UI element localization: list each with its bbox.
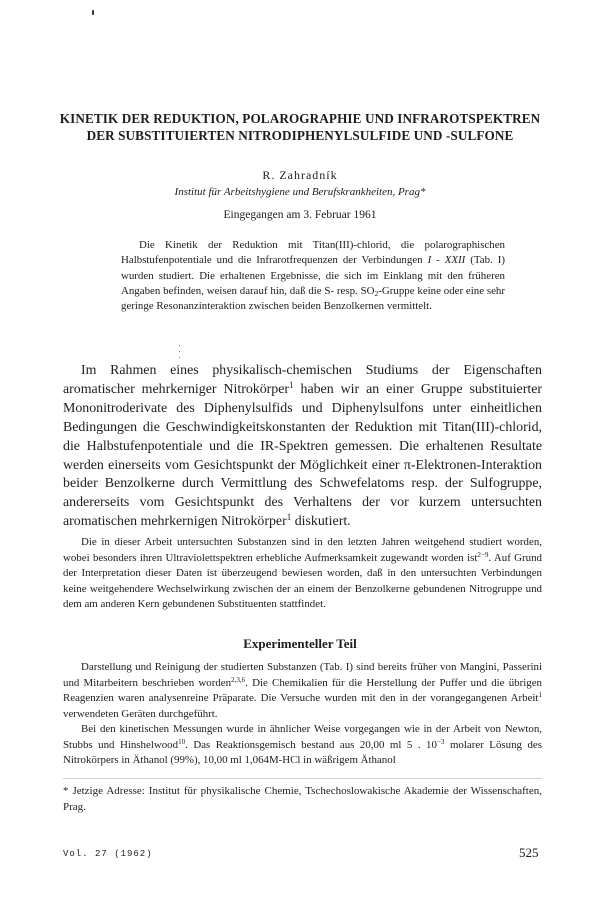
scan-dot <box>179 351 180 352</box>
abstract-text-2: (Tab. I) wurden studiert. Die erhaltenen Ergebnisse, die sich im Einklang mit den früheren Angaben befinden, weisen darauf hin, daß die S- resp. SO <box>121 254 505 297</box>
received-date: Eingegangen am 3. Februar 1961 <box>223 209 377 221</box>
intro-ref-1: 1 <box>289 379 294 390</box>
exp1-text-3: verwendeten Geräten durchgeführt. <box>63 707 218 720</box>
scan-dot <box>179 357 180 358</box>
title-line-1: KINETIK DER REDUKTION, POLAROGRAPHIE UND INFRAROTSPEKTREN <box>59 111 541 126</box>
intro-text-1: Im Rahmen eines physikalisch-chemischen Studiums der Eigenschaften aromatischer mehrkerniger Nitrokörper <box>63 363 542 397</box>
exp2-text-2: . Das Reaktionsgemisch bestand aus 20,00 ml 5 . 10 <box>185 738 437 751</box>
exp2-exponent: −3 <box>436 737 445 746</box>
abstract-text-3: -Gruppe keine oder eine sehr geringe Resonanzinteraktion zwischen beiden Benzolkernen vermittelt. <box>121 284 505 313</box>
section-heading: Experimenteller Teil <box>243 636 357 651</box>
abstract-subscript: 2 <box>374 288 379 298</box>
exp-paragraph-1 <box>63 660 542 722</box>
small-text-2: . Auf Grund der Interpretation dieser Daten ist überzeugend bewiesen worden, daß in den untersuchten Verbindungen keine weitgehendere Wechselwirkung zwischen der an einem der Benzolkerne gebundenen Nitrogruppe und dem am anderen Kern gebundenen Substituenten stattfindet. <box>63 551 542 610</box>
scan-dot <box>179 345 180 346</box>
exp2-text-1: Bei den kinetischen Messungen wurde in ähnlicher Weise vorgegangen wie in der Arbeit von Newton, Stubbs und Hinshelwood <box>63 723 542 751</box>
intro-paragraph <box>63 362 542 532</box>
exp1-ref-1: 2,3,6 <box>231 675 246 684</box>
scan-mark <box>92 10 94 15</box>
abstract-text-1: Die Kinetik der Reduktion mit Titan(III)-chlorid, die polarographischen Halbstufenpotentiale und die Infrarotfrequenzen der Verbindungen <box>121 239 505 267</box>
footnote: * Jetzige Adresse: Institut für physikalische Chemie, Tschechoslowakische Akademie der Wissenschaften, Prag. <box>63 785 542 813</box>
small-ref: 2−9 <box>477 550 489 559</box>
footnote-divider <box>63 778 542 779</box>
exp2-text-3: molarer Lösung des Nitrokörpers in Äthanol (99%), 10,00 ml 1,064M-HCl in wäßrigem Äthanol <box>63 738 542 766</box>
exp1-text-1: Darstellung und Reinigung der studierten Substanzen (Tab. I) sind bereits früher von Mangini, Passerini und Mitarbeitern beschrieben worden <box>63 661 542 689</box>
affiliation: Institut für Arbeitshygiene und Berufskrankheiten, Prag* <box>174 186 426 198</box>
intro-ref-2: 1 <box>286 512 292 523</box>
introduction <box>63 362 542 532</box>
exp-paragraph-2 <box>63 722 542 769</box>
small-text-1: Die in dieser Arbeit untersuchten Substanzen sind in den letzten Jahren weitgehend studiert worden, wobei besonders ihren Ultraviolettspektren erhebliche Aufmerksamkeit zugewandt worden ist <box>63 536 542 564</box>
abstract-paragraph <box>121 238 505 314</box>
title-line-2: DER SUBSTITUIERTEN NITRODIPHENYLSULFIDE UND -SULFONE <box>86 128 514 143</box>
intro-text-3: diskutiert. <box>291 514 351 530</box>
abstract-compounds: I - XXII <box>427 254 466 267</box>
abstract <box>121 238 505 314</box>
article-title <box>40 110 560 144</box>
author: R. Zahradník <box>262 168 338 182</box>
small-paragraph <box>63 535 542 613</box>
intro-text-2: haben wir an einer Gruppe substituierter Mononitroderivate des Diphenylsulfids und Diphenylsulfons unter einheitlichen Bedingungen die Geschwindigkeitskonstanten der Reduktion mit Titan(III)-chlorid, die Halbstufenpotentiale und die IR-Spektren gemessen. Die erhaltenen Resultate werden einerseits vom Gesichtspunkt der Möglichkeit einer π-Elektronen-Interaktion beider Benzolkerne durch Vermittlung des Schwefelatoms resp. der Sulfogruppe, andererseits vom Gesichtspunkt des Verhaltens der vor kurzem untersuchten aromatischen mehrkernigen Nitrokörper <box>63 381 542 530</box>
exp1-text-2: . Die Chemikalien für die Herstellung der Puffer und die übrigen Reagenzien waren analysenreine Präparate. Die Versuche wurden mit den in der vorangegangenen Arbeit <box>63 676 542 704</box>
exp1-ref-2: 1 <box>538 691 542 700</box>
page-number: 525 <box>519 845 539 860</box>
experimental-section <box>63 660 542 769</box>
volume-info: Vol. 27 (1962) <box>63 849 153 859</box>
exp2-ref-1: 10 <box>178 737 186 746</box>
previous-work-paragraph <box>63 535 542 613</box>
